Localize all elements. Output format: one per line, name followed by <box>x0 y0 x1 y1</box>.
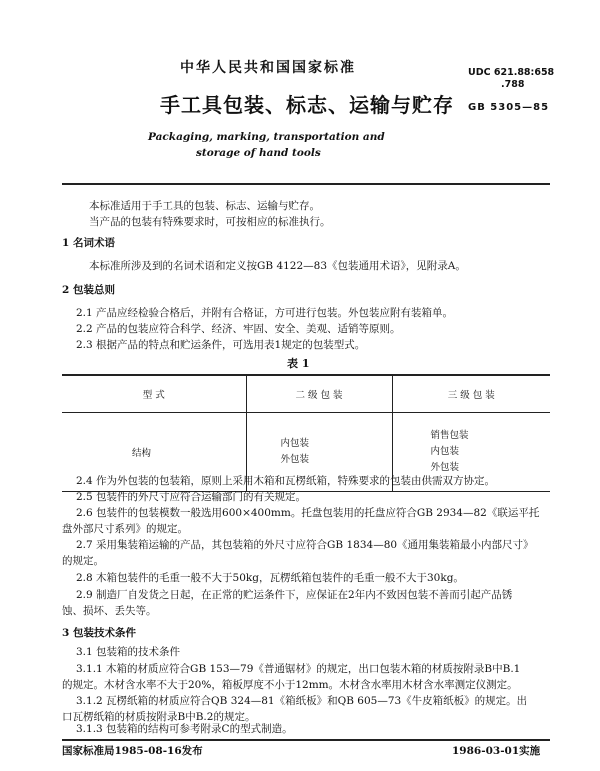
table-list-item: 内包装 <box>280 438 310 449</box>
national-standard-label: 中华人民共和国国家标准 <box>180 60 356 76</box>
table-list-item: 销售包装 <box>430 430 469 441</box>
header-divider <box>62 183 550 185</box>
clause-2-3: 2.3 根据产品的特点和贮运条件，可选用表1规定的包装型式。 <box>76 339 366 351</box>
section-2-heading: 2 包装总则 <box>62 284 115 296</box>
document-title: 手工具包装、标志、运输与贮存 <box>160 93 454 117</box>
section-1-text: 本标准所涉及到的名词术语和定义按GB 4122—83《包装通用术语》，见附录A。 <box>89 260 466 272</box>
table-list-item: 外包装 <box>280 454 310 465</box>
clause-3-1-2-line-2: 口瓦楞纸箱的材质按附录B中B.2的规定。 <box>62 711 256 723</box>
clause-3-1-1-line-2: 的规定。木材含水率不大于20%，箱板厚度不小于12mm。木材含水率用木材含水率测定仪测定。 <box>62 679 518 691</box>
clause-3-1-2-line-1: 3.1.2 瓦楞纸箱的材质应符合QB 324—81《箱纸板》和QB 605—73《牛皮箱纸板》的规定。出 <box>76 695 528 707</box>
clause-2-6-line-1: 2.6 包装件的包装模数一般选用600×400mm。托盘包装用的托盘应符合GB 2934—82《联运平托 <box>76 507 540 519</box>
issue-date: 国家标准局1985-08-16发布 <box>62 745 203 757</box>
clause-2-2: 2.2 产品的包装应符合科学、经济、牢固、安全、美观、适销等原则。 <box>76 323 401 335</box>
clause-2-1: 2.1 产品应经检验合格后，并附有合格证，方可进行包装。外包装应附有装箱单。 <box>76 307 454 319</box>
table-header-secondary: 二 级 包 装 <box>246 375 392 413</box>
effective-date: 1986-03-01实施 <box>452 745 541 757</box>
table-header-row <box>62 375 550 413</box>
intro-line-1: 本标准适用于手工具的包装、标志、运输与贮存。 <box>89 200 320 212</box>
footer-divider <box>62 739 550 741</box>
table-1-caption: 表 1 <box>287 357 310 370</box>
clause-3-1-1-line-1: 3.1.1 木箱的材质应符合GB 153—79《普通锯材》的规定，出口包装木箱的材质按附录B中B.1 <box>76 663 521 675</box>
clause-2-4: 2.4 作为外包装的包装箱，原则上采用木箱和瓦楞纸箱，特殊要求的包装由供需双方协定。 <box>76 475 496 487</box>
table-list-item: 外包装 <box>430 462 460 473</box>
clause-2-9-line-1: 2.9 制造厂自发货之日起，在正常的贮运条件下，应保证在2年内不致因包装不善而引起产品锈 <box>76 589 513 601</box>
english-title-line-2: storage of hand tools <box>196 147 321 159</box>
table-list-item: 内包装 <box>430 446 460 457</box>
table-header-type: 型 式 <box>62 375 246 413</box>
clause-2-8: 2.8 木箱包装件的毛重一般不大于50kg，瓦楞纸箱包装件的毛重一般不大于30kg。 <box>76 572 464 584</box>
clause-3-1: 3.1 包装箱的技术条件 <box>76 646 181 658</box>
clause-2-9-line-2: 蚀、损坏、丢失等。 <box>62 605 157 617</box>
intro-line-2: 当产品的包装有特殊要求时，可按相应的标准执行。 <box>89 216 331 228</box>
table-header-tertiary: 三 级 包 装 <box>392 375 550 413</box>
section-1-heading: 1 名词术语 <box>62 237 115 249</box>
english-title-line-1: Packaging, marking, transportation and <box>148 131 385 143</box>
clause-2-5: 2.5 包装件的外尺寸应符合运输部门的有关规定。 <box>76 491 307 503</box>
section-3-heading: 3 包装技术条件 <box>62 627 136 639</box>
clause-2-7-line-1: 2.7 采用集装箱运输的产品，其包装箱的外尺寸应符合GB 1834—80《通用集装箱最小内部尺寸》 <box>76 539 534 551</box>
clause-3-1-3: 3.1.3 包装箱的结构可参考附录C的型式制造。 <box>76 723 293 735</box>
clause-2-7-line-2: 的规定。 <box>62 555 104 567</box>
udc-code: UDC 621.88:658 <box>468 67 555 78</box>
udc-code-continued: .788 <box>501 79 525 90</box>
clause-2-6-line-2: 盘外部尺寸系列》的规定。 <box>62 523 188 535</box>
gb-number: GB 5305—85 <box>468 102 550 113</box>
table-row-label: 结构 <box>62 413 246 492</box>
